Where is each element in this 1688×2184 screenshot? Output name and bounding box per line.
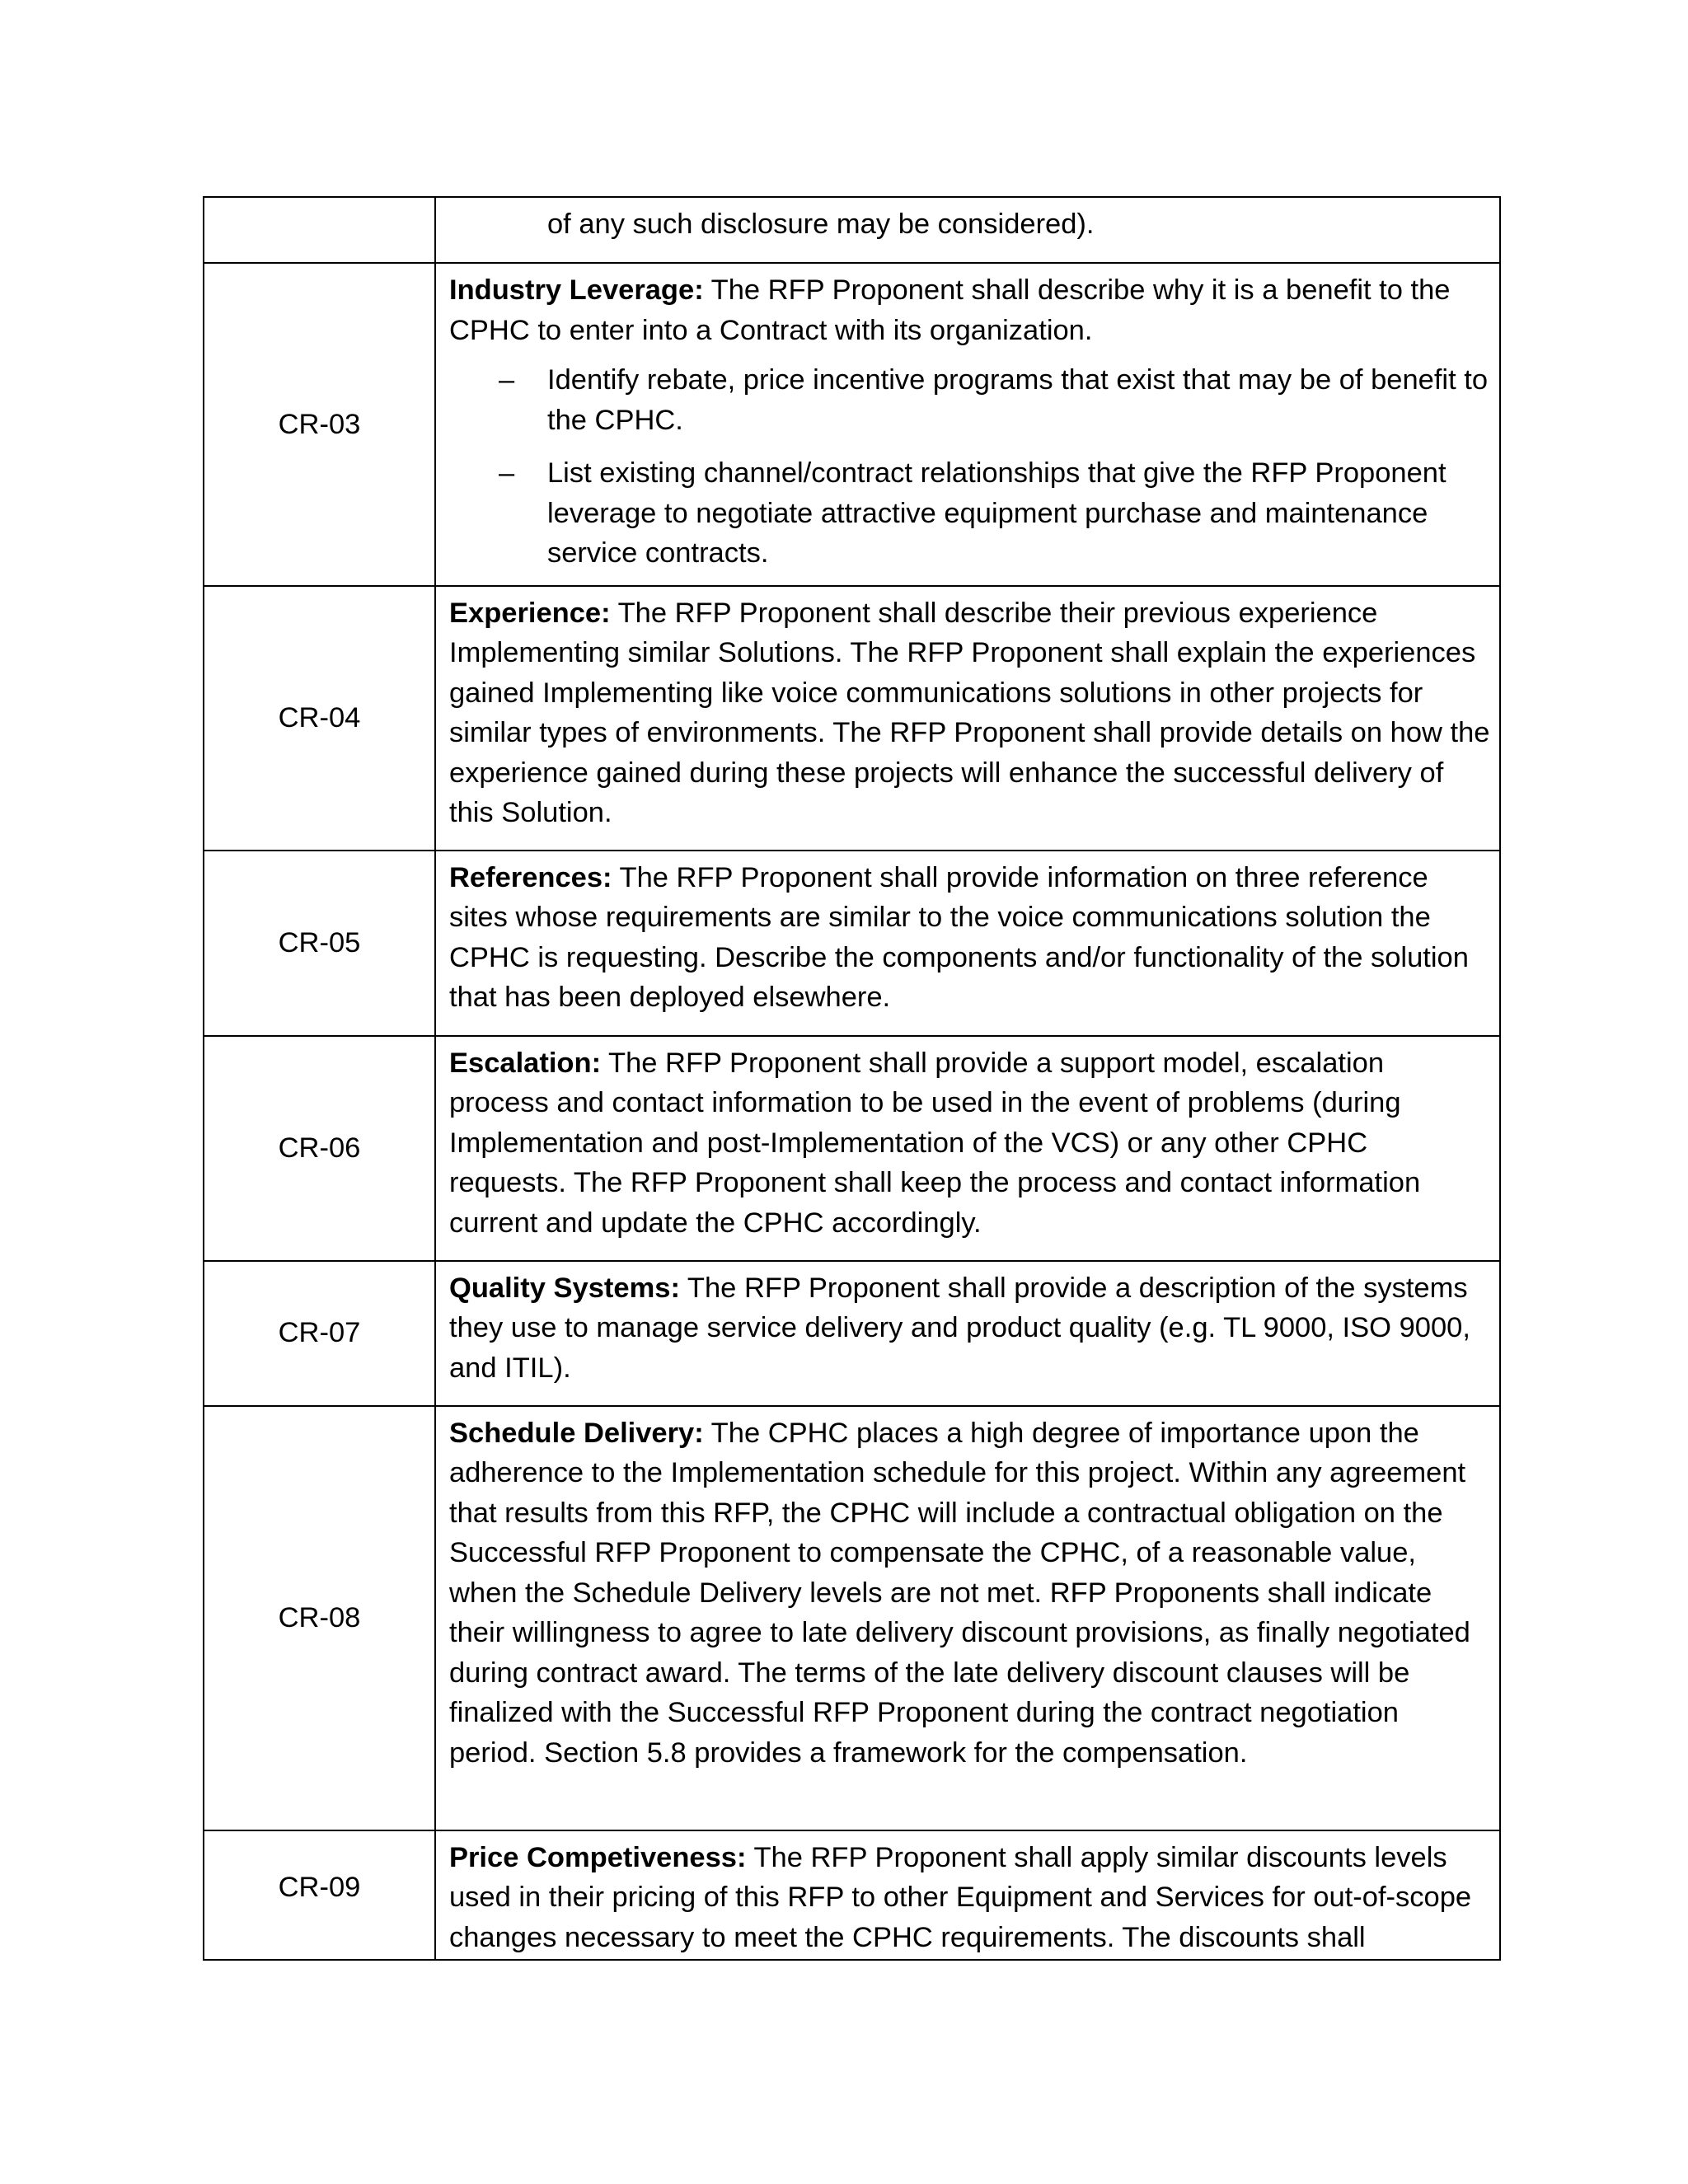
continuation-text: of any such disclosure may be considered). xyxy=(547,209,1095,240)
table-row-continuation xyxy=(204,197,1500,263)
requirement-paragraph xyxy=(449,270,1491,350)
table-row-cr-06 xyxy=(204,1036,1500,1261)
requirement-description-cell xyxy=(435,263,1500,586)
requirement-id-cell: CR-06 xyxy=(204,1036,435,1261)
dash-bullet-icon: – xyxy=(499,457,515,489)
requirement-body: The RFP Proponent shall describe their previous experience Implementing similar Solutions. The RFP Proponent shall explain the experiences gained Implementing like voice communications solutions in other projects for similar types of environments. The RFP Proponent shall provide details on how the experience gained during these projects will enhance the successful delivery of this Solution. xyxy=(449,597,1490,828)
requirement-id-cell: CR-08 xyxy=(204,1406,435,1830)
table-row-cr-03 xyxy=(204,263,1500,586)
requirement-id-cell: CR-04 xyxy=(204,586,435,851)
list-item xyxy=(449,360,1491,440)
list-item xyxy=(449,453,1491,574)
requirement-heading: References: xyxy=(449,861,612,893)
requirement-heading: Price Competiveness: xyxy=(449,1841,747,1873)
table-row-cr-07 xyxy=(204,1261,1500,1406)
requirements-table xyxy=(203,196,1501,1961)
requirement-paragraph xyxy=(449,1838,1491,1958)
requirement-paragraph xyxy=(449,1268,1491,1389)
requirement-paragraph xyxy=(449,858,1491,1018)
requirement-paragraph xyxy=(449,1043,1491,1244)
requirement-heading: Experience: xyxy=(449,597,611,629)
requirement-description-cell xyxy=(435,586,1500,851)
table-row-cr-09 xyxy=(204,1830,1500,1961)
requirement-body: The RFP Proponent shall provide information on three reference sites whose requirements are similar to the voice communications solution the CPHC is requesting. Describe the components and/or functionality of the solution that has been deployed elsewhere. xyxy=(449,861,1469,1013)
requirement-heading: Escalation: xyxy=(449,1047,602,1079)
requirement-id-cell: CR-03 xyxy=(204,263,435,586)
requirement-body: The RFP Proponent shall provide a support model, escalation process and contact information to be used in the event of problems (during Implementation and post-Implementation of the VCS) or any other CPHC requests. The RFP Proponent shall keep the process and contact information current and update the CPHC accordingly. xyxy=(449,1047,1421,1239)
requirement-heading: Quality Systems: xyxy=(449,1272,680,1304)
requirement-description-cell xyxy=(435,197,1500,263)
requirement-body: The RFP Proponent shall apply similar discounts levels used in their pricing of this RFP to other Equipment and Services for out-of-scope changes necessary to meet the CPHC requirements. The discounts shall xyxy=(449,1841,1472,1953)
requirement-description-cell xyxy=(435,1261,1500,1406)
requirement-id-cell: CR-05 xyxy=(204,851,435,1036)
requirement-id-cell: CR-09 xyxy=(204,1830,435,1961)
requirement-body: The CPHC places a high degree of importance upon the adherence to the Implementation schedule for this project. Within any agreement that results from this RFP, the CPHC will include a contractual obligation on the Successful RFP Proponent to compensate the CPHC, of a reasonable value, when the Schedule Delivery levels are not met. RFP Proponents shall indicate their willingness to agree to late delivery discount provisions, as finally negotiated during contract award. The terms of the late delivery discount clauses will be finalized with the Successful RFP Proponent during the contract negotiation period. Section 5.8 provides a framework for the compensation. xyxy=(449,1417,1470,1769)
requirement-paragraph xyxy=(449,1413,1491,1774)
requirement-id-cell: CR-07 xyxy=(204,1261,435,1406)
requirement-description-cell xyxy=(435,1406,1500,1830)
requirement-heading: Industry Leverage: xyxy=(449,274,704,306)
requirement-body: The RFP Proponent shall describe why it is a benefit to the CPHC to enter into a Contract with its organization. xyxy=(449,274,1451,346)
requirement-heading: Schedule Delivery: xyxy=(449,1417,704,1449)
bullet-list xyxy=(449,360,1491,574)
table-row-cr-08 xyxy=(204,1406,1500,1830)
requirement-description-cell xyxy=(435,1036,1500,1261)
table-row-cr-04 xyxy=(204,586,1500,851)
requirement-id-cell xyxy=(204,197,435,263)
bullet-text: List existing channel/contract relationships that give the RFP Proponent leverage to negotiate attractive equipment purchase and maintenance service contracts. xyxy=(547,457,1447,569)
requirement-paragraph xyxy=(449,593,1491,833)
requirement-description-cell xyxy=(435,1830,1500,1961)
dash-bullet-icon: – xyxy=(499,364,515,396)
requirement-description-cell xyxy=(435,851,1500,1036)
bullet-text: Identify rebate, price incentive programs that exist that may be of benefit to the CPHC. xyxy=(547,364,1489,436)
requirement-body: The RFP Proponent shall provide a description of the systems they use to manage service delivery and product quality (e.g. TL 9000, ISO 9000, and ITIL). xyxy=(449,1272,1470,1384)
table-row-cr-05 xyxy=(204,851,1500,1036)
